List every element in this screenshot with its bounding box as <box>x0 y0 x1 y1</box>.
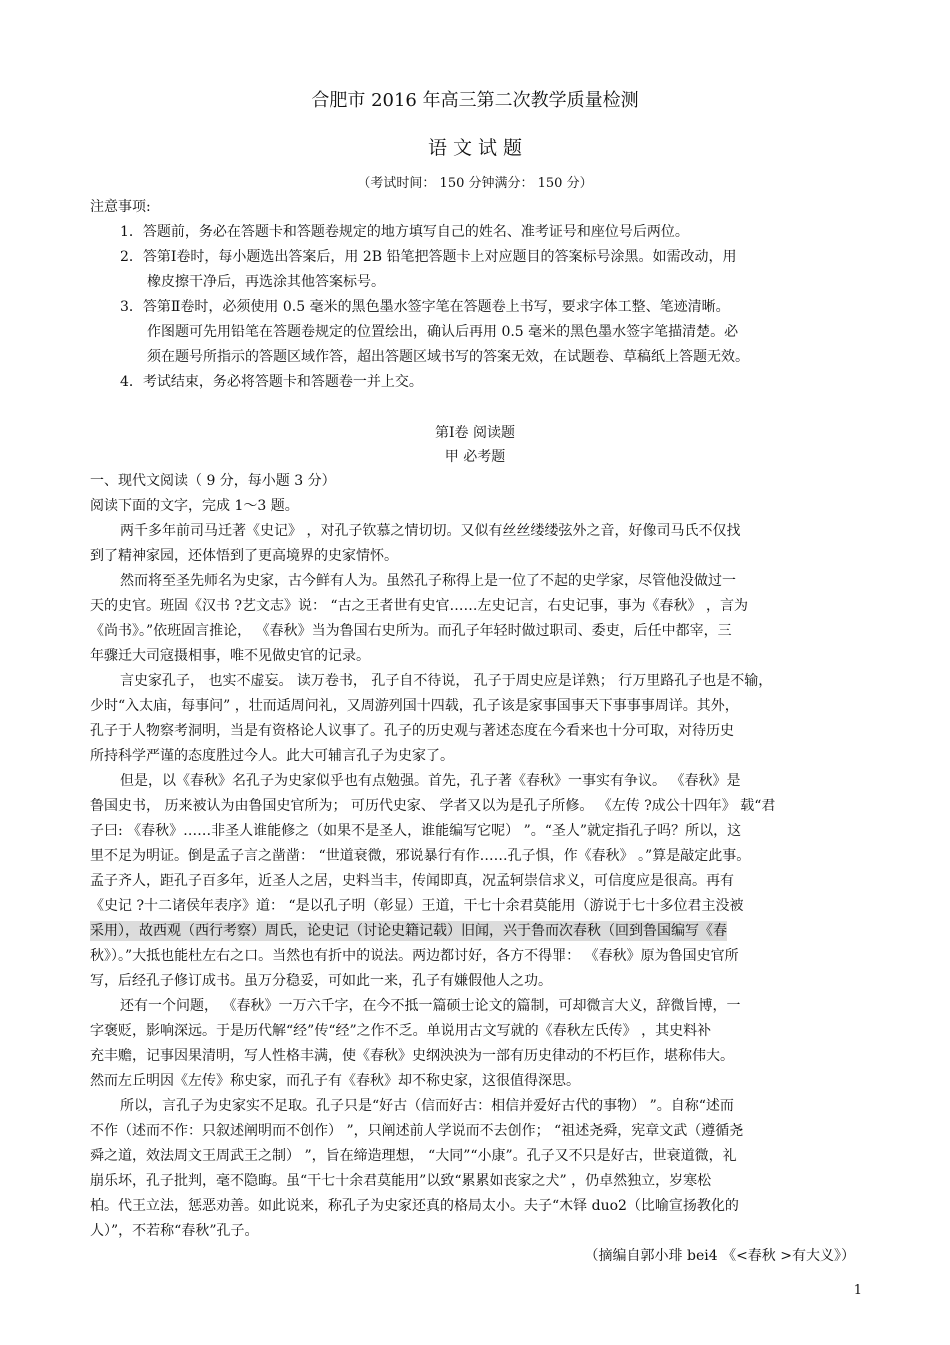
passage-line: 到了精神家园，还体悟到了更高境界的史家情怀。 <box>90 548 398 564</box>
passage-line: 采用），故西观（西行考察）周氏，论史记（讨论史籍记载）旧闻，兴于鲁而次春秋（回到鲁国编写《春 <box>90 923 727 939</box>
source-citation: （摘编自郭小琲 bei4 《<春秋 >有大义》） <box>584 1248 855 1264</box>
passage-line: 所以，言孔子为史家实不足取。孔子只是“好古（信而好古：相信并爱好古代的事物） ”。自称“述而 <box>120 1098 734 1114</box>
passage-line: 人）”，不若称“春秋”孔子。 <box>90 1223 259 1239</box>
passage-line: 子曰: 《春秋》……非圣人谁能修之（如果不是圣人，谁能编写它呢） ”。“圣人”就定指孔子吗？所以，这 <box>90 823 742 839</box>
passage-line: 但是，以《春秋》名孔子为史家似乎也有点勉强。首先，孔子著《春秋》一事实有争议。 《春秋》是 <box>120 773 741 789</box>
exam-info: （考试时间： 150 分钟满分： 150 分） <box>357 176 593 191</box>
note-line: 4．考试结束，务必将答题卡和答题卷一并上交。 <box>120 374 423 390</box>
passage-line: 里不足为明证。倒是孟子言之凿凿： “世道衰微，邪说暴行有作……孔子惧，作《春秋》 。”算是敲定此事。 <box>90 848 751 864</box>
exam-title: 合肥市 2016 年高三第二次教学质量检测 <box>311 90 639 111</box>
passage-line: 然而左丘明因《左传》称史家，而孔子有《春秋》却不称史家，这很值得深思。 <box>90 1073 580 1089</box>
passage-line: 字褒贬，影响深远。于是历代解“经”传“经”之作不乏。单说用古文写就的《春秋左氏传》 ，其史料补 <box>90 1023 712 1039</box>
passage-line: 秋》）。”大抵也能杜左右之口。当然也有折中的说法。两边都讨好，各方不得罪： 《春秋》原为鲁国史官所 <box>90 948 739 964</box>
note-line: 橡皮擦干净后，再选涂其他答案标号。 <box>147 274 385 290</box>
passage-line: 鲁国史书， 历来被认为由鲁国史官所为； 可历代史家、 学者又以为是孔子所修。 《左传 ?成公十四年》 载“君 <box>90 798 776 814</box>
passage-line: 舜之道，效法周文王周武王之制） ”，旨在缔造理想， “大同”“小康”。孔子又不只是好古，世衰道微，礼 <box>90 1148 737 1164</box>
passage-line: 年骤迁大司寇摄相事，唯不见做史官的记录。 <box>90 648 370 664</box>
passage-line: 《尚书》。”依班固言推论， 《春秋》当为鲁国右史所为。而孔子年轻时做过职司、委吏，后任中都宰，三 <box>90 623 732 639</box>
passage-line: 柏。代王立法，惩恶劝善。如此说来，称孔子为史家还真的格局太小。夫子“木铎 duo2（比喻宣扬教化的 <box>90 1198 739 1214</box>
passage-line: 写，后经孔子修订成书。虽万分稳妥，可如此一来，孔子有嫌假他人之功。 <box>90 973 552 989</box>
reading-instruction: 阅读下面的文字，完成 1～3 题。 <box>90 498 299 514</box>
paper-subtitle: 语 文 试 题 <box>427 137 523 159</box>
notes-heading: 注意事项: <box>90 199 151 215</box>
note-line: 1．答题前，务必在答题卡和答题卷规定的地方填写自己的姓名、准考证号和座位号后两位。 <box>120 224 689 240</box>
passage-line: 《史记 ?十二诸侯年表序》道： “是以孔子明（彰显）王道，干七十余君莫能用（游说于七十多位君主没被 <box>90 898 744 914</box>
page-number: 1 <box>853 1283 862 1298</box>
passage-line: 两千多年前司马迁著《史记》 ，对孔子钦慕之情切切。又似有丝丝缕缕弦外之音，好像司马氏不仅找 <box>120 523 741 539</box>
passage-line: 少时“入太庙，每事问” ，壮而适周问礼，又周游列国十四载，孔子该是家事国事天下事事事周详。其外， <box>90 698 739 714</box>
part-heading: 第Ⅰ卷 阅读题 <box>435 425 515 441</box>
passage-line: 充丰赡，记事因果清明，写人性格丰满，使《春秋》史纲泱泱为一部有历史律动的不朽巨作，堪称伟大。 <box>90 1048 734 1064</box>
passage-line: 所持科学严谨的态度胜过今人。此大可辅言孔子为史家了。 <box>90 748 454 764</box>
passage-line: 孔子于人物察考洞明，当是有资格论人议事了。孔子的历史观与著述态度在今看来也十分可取，对待历史 <box>90 723 734 739</box>
note-line: 须在题号所指示的答题区域作答，超出答题区域书写的答案无效，在试题卷、草稿纸上答题无效。 <box>147 349 749 365</box>
note-line: 3．答第Ⅱ卷时，必须使用 0.5 毫米的黑色墨水签字笔在答题卷上书写，要求字体工整、笔迹清晰。 <box>120 299 730 315</box>
passage-line: 还有一个问题， 《春秋》一万六千字，在今不抵一篇硕士论文的篇制，可却微言大义，辞微旨博，一 <box>120 998 741 1014</box>
question-title: 一、现代文阅读（ 9 分，每小题 3 分） <box>90 473 336 489</box>
passage-line: 然而将至圣先师名为史家，古今鲜有人为。虽然孔子称得上是一位了不起的史学家，尽管他没做过一 <box>120 573 736 589</box>
note-line: 2．答第Ⅰ卷时，每小题选出答案后，用 2B 铅笔把答题卡上对应题目的答案标号涂黑。如需改动，用 <box>120 249 737 265</box>
passage-line: 言史家孔子， 也实不虚妄。 读万卷书， 孔子自不待说， 孔子于周史应是详熟； 行万里路孔子也是不输， <box>120 673 773 689</box>
note-line: 作图题可先用铅笔在答题卷规定的位置绘出，确认后再用 0.5 毫米的黑色墨水签字笔描清楚。必 <box>147 324 739 340</box>
passage-line: 不作（述而不作：只叙述阐明而不创作） ”，只阐述前人学说而不去创作； “祖述尧舜，宪章文武（遵循尧 <box>90 1123 744 1139</box>
passage-line: 天的史官。班固《汉书 ?艺文志》说： “古之王者世有史官……左史记言，右史记事，事为《春秋》 ，言为 <box>90 598 749 614</box>
passage-line: 孟子齐人，距孔子百多年，近圣人之居，史料当丰，传闻即真，况孟轲崇信求义，可信度应是很高。再有 <box>90 873 734 889</box>
passage-line: 崩乐坏，孔子批判，毫不隐晦。虽“干七十余君莫能用”以致“累累如丧家之犬” ，仍卓然独立，岁寒松 <box>90 1173 712 1189</box>
sub-heading: 甲 必考题 <box>444 449 506 465</box>
